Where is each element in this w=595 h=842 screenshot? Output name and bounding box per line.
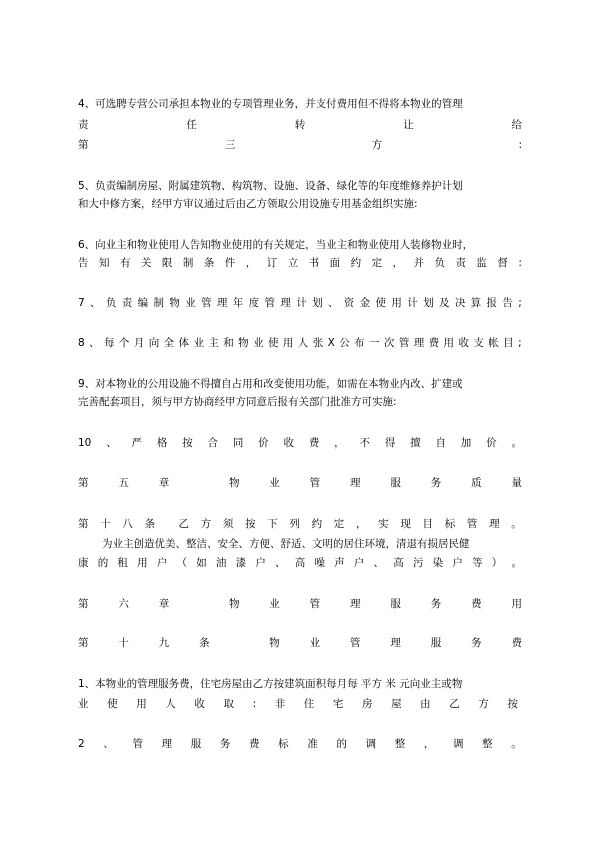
glyph: 、 — [103, 738, 114, 750]
glyph: 和 — [223, 337, 234, 349]
glyph: 同 — [232, 437, 244, 449]
glyph: 管 — [264, 297, 275, 309]
glyph: 支 — [473, 337, 484, 349]
glyph: ， — [423, 738, 435, 750]
glyph: 计 — [296, 297, 307, 309]
glyph: 条 — [199, 637, 210, 649]
glyph: 目 — [422, 518, 433, 530]
glyph: 屋 — [391, 698, 402, 710]
glyph: ） — [491, 557, 503, 569]
glyph: 约 — [350, 257, 362, 269]
glyph: ， — [334, 437, 345, 449]
glyph: 第 — [78, 518, 89, 530]
glyph: 服 — [390, 477, 401, 489]
article-19-heading — [78, 636, 522, 650]
glyph: 质 — [471, 477, 482, 489]
glyph: 合 — [207, 437, 219, 449]
glyph: 费 — [249, 738, 260, 750]
glyph: 户 — [156, 557, 168, 569]
glyph: 务 — [471, 637, 482, 649]
glyph: 人 — [297, 337, 309, 349]
glyph: 五 — [118, 477, 129, 489]
glyph: 用 — [137, 557, 148, 569]
glyph: 计 — [407, 297, 418, 309]
glyph: 。 — [511, 518, 522, 530]
glyph: 按 — [507, 698, 518, 710]
clause-5-line-1: 5、负责编制房屋、附属建筑物、构筑物、设施、设备、绿化等的年度维修养护计划 — [78, 180, 463, 192]
glyph: 非 — [274, 698, 286, 710]
glyph: 的 — [336, 738, 347, 750]
glyph: 定 — [371, 257, 383, 269]
glyph: 约 — [311, 518, 323, 530]
glyph: 资 — [343, 297, 355, 309]
glyph: 划 — [312, 297, 323, 309]
glyph: 十 — [100, 518, 111, 530]
glyph: 面 — [329, 257, 341, 269]
glyph: 费 — [471, 598, 482, 610]
glyph: 章 — [158, 477, 170, 489]
glyph: 责 — [78, 119, 89, 131]
glyph: 算 — [470, 297, 482, 309]
glyph: 章 — [158, 598, 170, 610]
glyph: 等 — [472, 557, 483, 569]
clause-4-line-2 — [78, 118, 522, 132]
glyph: 擅 — [410, 437, 421, 449]
glyph: 业 — [78, 698, 89, 710]
glyph: 标 — [444, 518, 456, 530]
glyph: 第 — [78, 477, 89, 489]
glyph: 理 — [350, 477, 361, 489]
glyph: 关 — [140, 257, 152, 269]
glyph: 价 — [258, 437, 269, 449]
glyph: 。 — [511, 738, 522, 750]
glyph: 责 — [455, 257, 466, 269]
glyph: 物 — [169, 297, 180, 309]
glyph: ， — [245, 257, 257, 269]
glyph: 帐 — [488, 337, 499, 349]
glyph: 格 — [156, 437, 168, 449]
glyph: 业 — [185, 297, 196, 309]
clause-6-line-2 — [78, 256, 522, 270]
glyph: 整 — [482, 738, 493, 750]
clause-5-line-2: 和大中修方案，经甲方审议通过后由乙方领取公用设施专用基金组织实施: — [78, 198, 418, 210]
glyph: 书 — [308, 257, 320, 269]
glyph: : — [252, 698, 257, 710]
glyph: 7 — [78, 297, 85, 309]
glyph: 全 — [163, 337, 175, 349]
glyph: 订 — [266, 257, 278, 269]
glyph: 监 — [476, 257, 487, 269]
glyph: 如 — [196, 557, 207, 569]
glyph: 理 — [489, 518, 500, 530]
glyph: 物 — [238, 337, 249, 349]
glyph: 按 — [182, 437, 193, 449]
glyph: 物 — [228, 598, 240, 610]
glyph: 住 — [303, 698, 315, 710]
glyph: 管 — [398, 337, 410, 349]
glyph: 、 — [327, 297, 339, 309]
glyph: 报 — [486, 297, 498, 309]
glyph: 自 — [435, 437, 446, 449]
glyph: 方 — [200, 518, 212, 530]
glyph: 负 — [434, 257, 445, 269]
glyph: 宅 — [332, 698, 344, 710]
glyph: 取 — [223, 698, 234, 710]
glyph: 第 — [78, 637, 89, 649]
glyph: 负 — [105, 297, 117, 309]
glyph: 并 — [413, 257, 424, 269]
glyph: 乙 — [449, 698, 460, 710]
glyph: 管 — [132, 738, 143, 750]
glyph: 责 — [121, 297, 133, 309]
glyph: 噪 — [314, 557, 325, 569]
glyph: 价 — [486, 437, 497, 449]
glyph: 收 — [283, 437, 294, 449]
glyph: 物 — [228, 477, 240, 489]
glyph: 理 — [216, 297, 228, 309]
glyph: 决 — [454, 297, 466, 309]
glyph: 须 — [222, 518, 234, 530]
chapter-5-heading — [78, 476, 522, 490]
glyph: 布 — [354, 337, 365, 349]
glyph: 、 — [106, 437, 117, 449]
glyph: 十 — [118, 637, 129, 649]
glyph: 户 — [255, 557, 266, 569]
glyph: 向 — [148, 337, 160, 349]
glyph: 立 — [287, 257, 299, 269]
glyph: 由 — [420, 698, 431, 710]
glyph: 六 — [118, 598, 129, 610]
glyph: 用 — [391, 297, 402, 309]
glyph: 户 — [452, 557, 463, 569]
glyph: 不 — [359, 437, 370, 449]
glyph: 理 — [413, 337, 425, 349]
glyph: 八 — [122, 518, 133, 530]
glyph: : — [518, 257, 522, 269]
glyph: 用 — [511, 598, 522, 610]
glyph: 加 — [460, 437, 472, 449]
article-18-heading — [78, 517, 522, 531]
glyph: 业 — [193, 337, 204, 349]
article-18-line-3 — [78, 556, 522, 570]
glyph: 管 — [466, 518, 478, 530]
glyph: 户 — [353, 557, 365, 569]
clause-8 — [78, 336, 522, 350]
glyph: 告 — [502, 297, 513, 309]
glyph: 收 — [194, 698, 205, 710]
glyph: 九 — [158, 637, 170, 649]
clause-4-line-1: 4、可选聘专营公司承担本物业的专项管理业务，并支付费用但不得将本物业的管理 — [78, 98, 463, 110]
glyph: ; — [518, 297, 522, 309]
glyph: 现 — [400, 518, 411, 530]
glyph: 给 — [511, 119, 522, 131]
glyph: 告 — [78, 257, 89, 269]
glyph: 服 — [430, 637, 442, 649]
glyph: 理 — [390, 637, 401, 649]
glyph: 月 — [133, 337, 145, 349]
glyph: 条 — [144, 518, 156, 530]
glyph: 使 — [267, 337, 279, 349]
glyph: 有 — [119, 257, 131, 269]
glyph: ， — [355, 518, 367, 530]
clause-9-line-2: 完善配套项目，须与甲方协商经甲方同意后报有关部门批准方可实施: — [78, 396, 397, 408]
glyph: 列 — [289, 518, 300, 530]
clause-10 — [78, 436, 522, 450]
glyph: 管 — [201, 297, 212, 309]
clause-7 — [78, 296, 522, 310]
chapter-6-heading — [78, 597, 522, 611]
glyph: 2 — [78, 738, 85, 750]
glyph: 转 — [294, 119, 306, 131]
glyph: 人 — [165, 698, 176, 710]
glyph: 方 — [478, 698, 489, 710]
glyph: 件 — [224, 257, 236, 269]
glyph: 编 — [137, 297, 149, 309]
glyph: 次 — [383, 337, 395, 349]
glyph: 督 — [497, 257, 508, 269]
glyph: 、 — [89, 337, 100, 349]
glyph: 染 — [432, 557, 444, 569]
glyph: 费 — [511, 637, 522, 649]
glyph: 理 — [280, 297, 291, 309]
clause-4-line-3 — [78, 138, 522, 152]
glyph: 管 — [309, 477, 321, 489]
clause-9-line-1: 9、对本物业的公用设施不得擅自占用和改变使用功能，如需在本物业内改、扩建或 — [78, 378, 463, 390]
glyph: 乙 — [178, 518, 189, 530]
glyph: 房 — [361, 698, 373, 710]
glyph: 10 — [78, 437, 92, 449]
glyph: 。 — [511, 437, 522, 449]
glyph: 污 — [412, 557, 424, 569]
glyph: 标 — [278, 738, 289, 750]
glyph: 务 — [430, 598, 442, 610]
glyph: 张 — [312, 337, 324, 349]
glyph: 声 — [334, 557, 345, 569]
glyph: 金 — [359, 297, 371, 309]
glyph: ， — [392, 257, 404, 269]
glyph: 、 — [275, 557, 286, 569]
glyph: 调 — [365, 738, 377, 750]
glyph: 的 — [97, 557, 109, 569]
glyph: 限 — [161, 257, 173, 269]
glyph: 漆 — [235, 557, 247, 569]
glyph: 让 — [403, 119, 414, 131]
glyph: 准 — [307, 738, 318, 750]
glyph: 理 — [350, 598, 361, 610]
glyph: 用 — [443, 337, 455, 349]
glyph: 每 — [104, 337, 115, 349]
glyph: 租 — [117, 557, 128, 569]
glyph: 一 — [369, 337, 380, 349]
glyph: 费 — [308, 437, 320, 449]
glyph: 用 — [282, 337, 294, 349]
glyph: 、 — [90, 297, 101, 309]
glyph: 方 — [371, 139, 383, 151]
article-18-line-2: 为业主创造优美、整洁、安全、方便、舒适、文明的居住环境，清退有损居民健 — [102, 538, 470, 550]
glyph: 管 — [350, 637, 361, 649]
glyph: 8 — [78, 337, 85, 349]
glyph: 务 — [430, 477, 442, 489]
glyph: 体 — [178, 337, 190, 349]
glyph: 年 — [232, 297, 244, 309]
fee-clause-2 — [78, 737, 522, 751]
glyph: 定 — [333, 518, 345, 530]
glyph: 主 — [208, 337, 219, 349]
glyph: 第 — [78, 598, 89, 610]
glyph: 油 — [215, 557, 227, 569]
glyph: 制 — [153, 297, 164, 309]
glyph: ; — [518, 337, 522, 349]
glyph: 收 — [458, 337, 469, 349]
glyph: 公 — [339, 337, 350, 349]
glyph: 得 — [384, 437, 396, 449]
glyph: 用 — [136, 698, 147, 710]
glyph: 业 — [269, 598, 280, 610]
glyph: 整 — [394, 738, 406, 750]
glyph: 。 — [511, 557, 522, 569]
glyph: 知 — [98, 257, 110, 269]
glyph: 划 — [423, 297, 434, 309]
glyph: 服 — [390, 598, 401, 610]
glyph: 业 — [253, 337, 264, 349]
glyph: 条 — [203, 257, 215, 269]
glyph: 业 — [269, 477, 280, 489]
clause-6-line-1: 6、向业主和物业使用人告知物业使用的有关规定，当业主和物业使用人装修物业时， — [78, 239, 474, 251]
glyph: X — [327, 337, 335, 349]
glyph: 量 — [511, 477, 522, 489]
fee-clause-1-line-2 — [78, 697, 518, 711]
glyph: 使 — [375, 297, 387, 309]
glyph: 康 — [78, 557, 89, 569]
glyph: 物 — [269, 637, 280, 649]
glyph: : — [518, 139, 522, 151]
glyph: 高 — [294, 557, 306, 569]
glyph: 第 — [78, 139, 89, 151]
glyph: 使 — [107, 698, 118, 710]
glyph: 任 — [186, 119, 197, 131]
glyph: 目 — [503, 337, 514, 349]
glyph: 、 — [373, 557, 385, 569]
glyph: 三 — [224, 139, 236, 151]
glyph: 度 — [248, 297, 260, 309]
glyph: 费 — [428, 337, 440, 349]
glyph: 及 — [438, 297, 450, 309]
glyph: 实 — [378, 518, 389, 530]
glyph: 服 — [190, 738, 202, 750]
glyph: 调 — [453, 738, 464, 750]
glyph: 下 — [267, 518, 278, 530]
glyph: 严 — [131, 437, 143, 449]
glyph: 业 — [309, 637, 321, 649]
glyph: 按 — [245, 518, 256, 530]
glyph: 务 — [219, 738, 231, 750]
fee-clause-1-line-1: 1、本物业的管理服务费，住宅房屋由乙方按建筑面积每月每 平方 米 元向业主或物 — [78, 678, 463, 690]
glyph: 管 — [309, 598, 321, 610]
glyph: 制 — [182, 257, 194, 269]
glyph: 高 — [393, 557, 404, 569]
glyph: 理 — [161, 738, 173, 750]
glyph: （ — [176, 557, 188, 569]
glyph: 个 — [118, 337, 130, 349]
